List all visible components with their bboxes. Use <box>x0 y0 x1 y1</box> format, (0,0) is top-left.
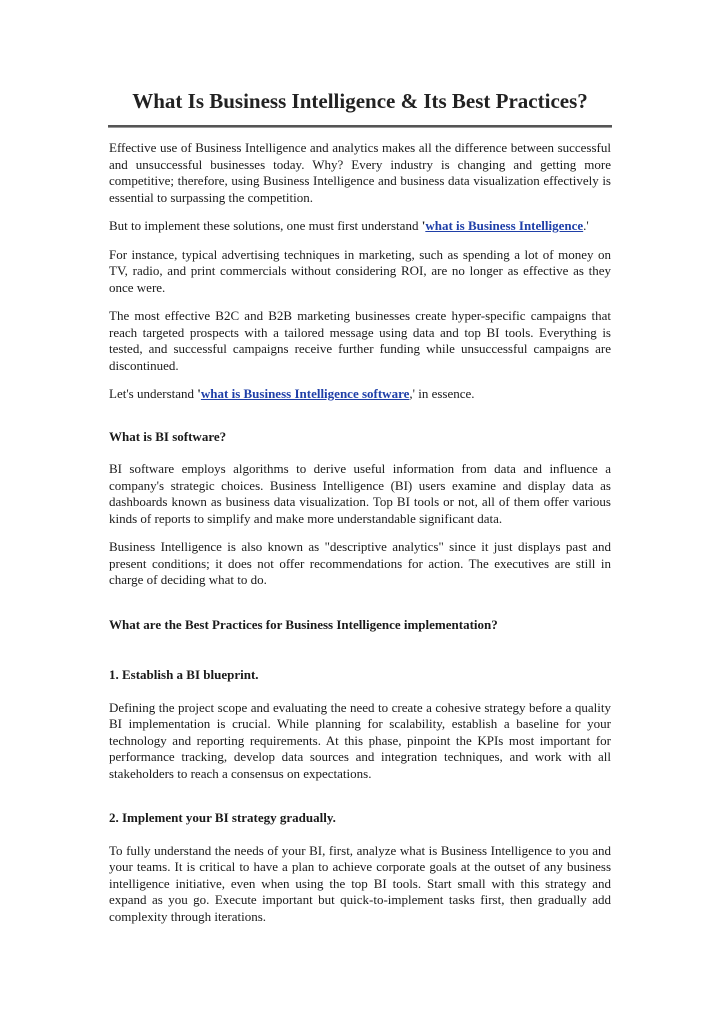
bi-software-heading: What is BI software? <box>109 428 227 444</box>
bi-software-paragraph: BI software employs algorithms to derive useful information from data and influence a company's strategic choices. Business Intelligence (BI) users examine and display data as dashboards known as business data visualization. Top BI tools or not, all of them offer various kinds of reports to simplify and make more understandable significant data. <box>109 461 611 526</box>
quote-mark: ' <box>421 218 426 233</box>
understand-text-end: .' <box>583 218 589 233</box>
what-is-bi-link[interactable]: what is Business Intelligence <box>425 218 584 233</box>
understand-text: But to implement these solutions, one must first understand <box>109 218 422 233</box>
essence-paragraph <box>109 386 611 403</box>
step-1-heading: 1. Establish a BI blueprint. <box>109 667 259 682</box>
page-title: What Is Business Intelligence & Its Best Practices? <box>132 89 588 113</box>
step-2-heading: 2. Implement your BI strategy gradually. <box>109 810 336 825</box>
best-practices-heading: What are the Best Practices for Business Intelligence implementation? <box>109 616 498 632</box>
descriptive-analytics-paragraph: Business Intelligence is also known as "descriptive analytics" since it just displays past and present conditions; it does not offer recommendations for action. The executives are still in charge of deciding what to do. <box>109 539 611 587</box>
intro-paragraph: Effective use of Business Intelligence and analytics makes all the difference between successful and unsuccessful businesses today. Why? Every industry is changing and getting more competitive; therefore, using Business Intelligence and business data visualization effectively is essential to surpassing the competition. <box>109 140 611 205</box>
understand-paragraph <box>109 218 611 235</box>
step-1-paragraph: Defining the project scope and evaluating the need to create a cohesive strategy before a quality BI implementation is crucial. While planning for scalability, establish a baseline for your technology and reporting requirements. At this phase, pinpoint the KPIs most important for performance tracking, develop data sources and integration techniques, and work with all stakeholders to reach a consensus on expectations. <box>109 699 611 781</box>
essence-text: Let's understand <box>109 386 198 401</box>
article-body <box>109 140 611 937</box>
what-is-bi-software-link[interactable]: what is Business Intelligence software <box>200 386 410 401</box>
essence-text-end: ,' in essence. <box>409 386 475 401</box>
quote-mark: ' <box>197 386 201 401</box>
title-divider <box>108 125 612 128</box>
step-2-paragraph: To fully understand the needs of your BI, first, analyze what is Business Intelligence to you and your teams. It is critical to have a plan to achieve corporate goals at the outset of any business intelligence initiative, even when using the top BI tools. Start small with this strategy and expand as you go. Execute important but quick-to-implement tasks first, then gradually add complexity through iterations. <box>109 842 611 924</box>
advertising-paragraph: For instance, typical advertising techniques in marketing, such as spending a lot of money on TV, radio, and print commercials without considering ROI, are no longer as effective as they once were. <box>109 246 611 295</box>
marketing-paragraph: The most effective B2C and B2B marketing businesses create hyper-specific campaigns that reach targeted prospects with a tailored message using data and top BI tools. Everything is tested, and successful campaigns receive further funding while unsuccessful campaigns are discontinued. <box>109 308 611 373</box>
